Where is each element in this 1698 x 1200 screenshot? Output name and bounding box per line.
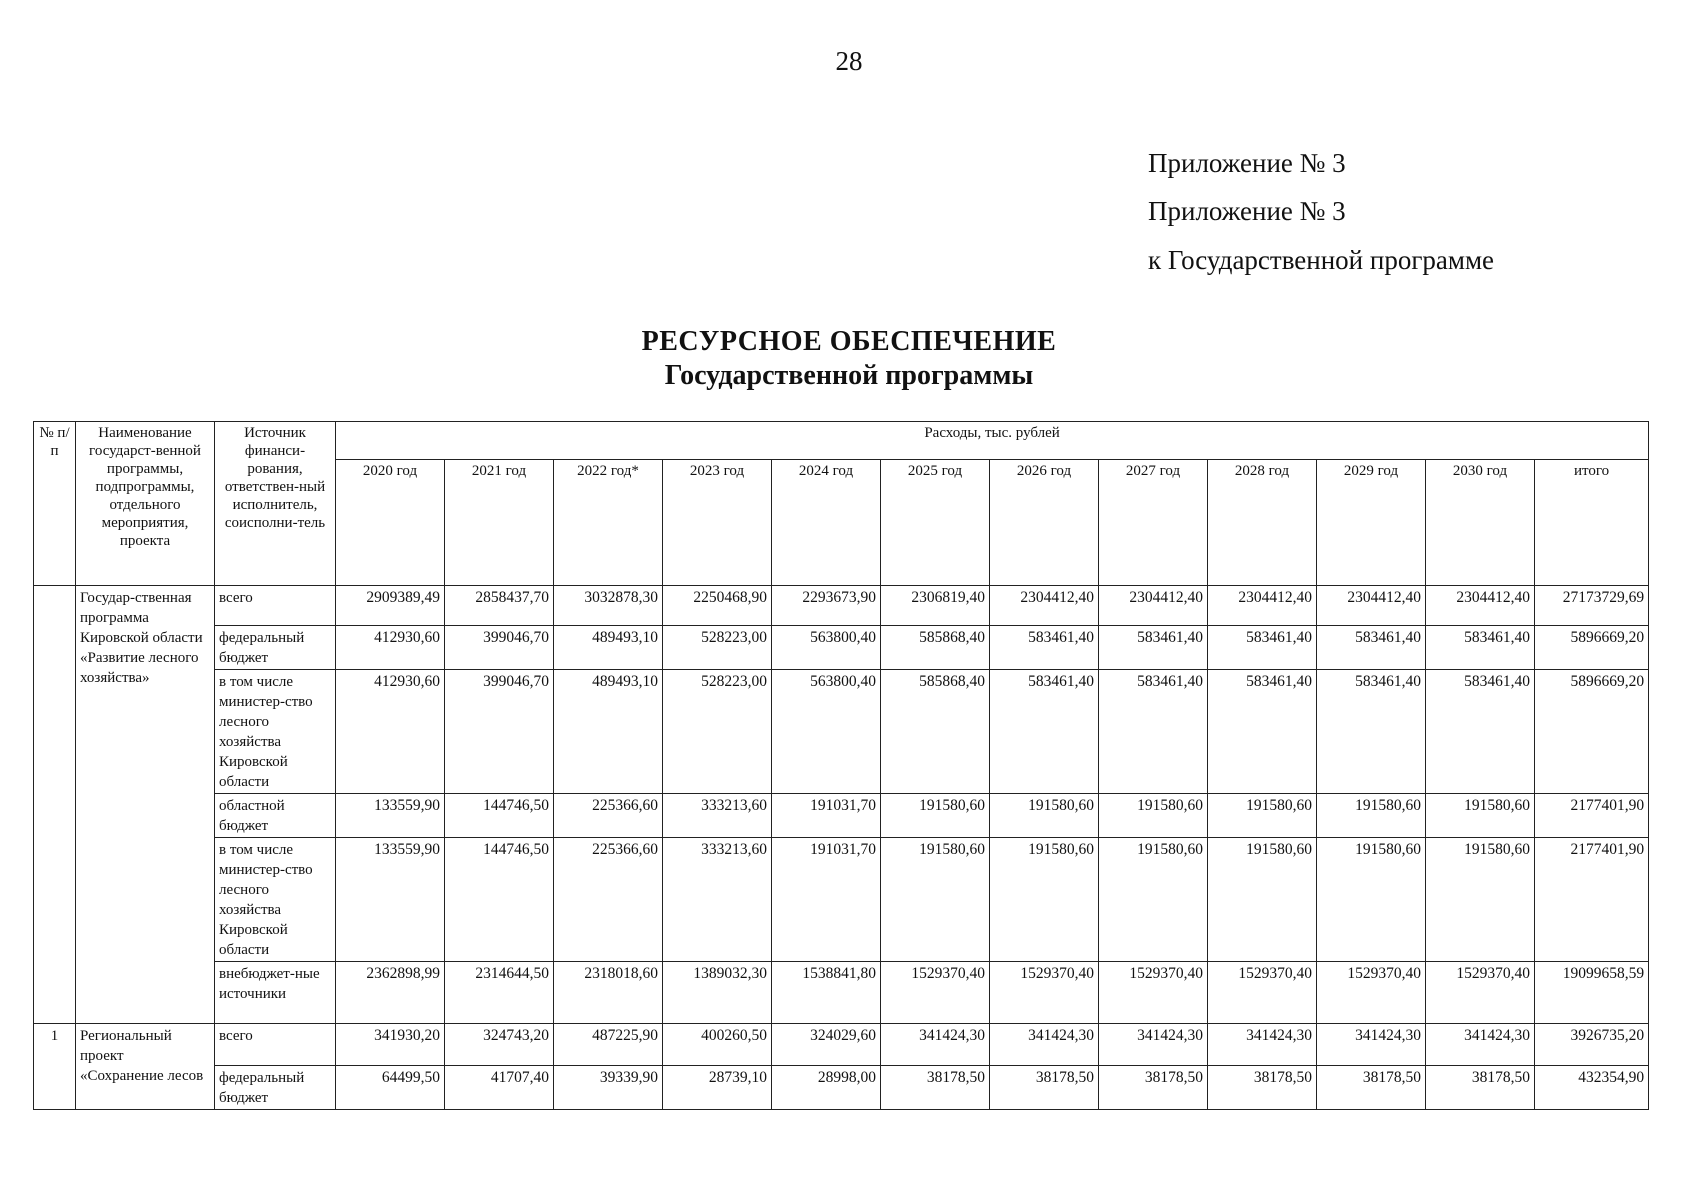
value-cell: 2304412,40 (1099, 586, 1208, 626)
value-cell: 1389032,30 (663, 962, 772, 1024)
header-year: 2030 год (1426, 460, 1535, 586)
value-cell: 191580,60 (1317, 838, 1426, 962)
value-cell: 1529370,40 (1208, 962, 1317, 1024)
value-cell: 2304412,40 (1208, 586, 1317, 626)
value-cell: 2177401,90 (1535, 794, 1649, 838)
value-cell: 583461,40 (990, 670, 1099, 794)
value-cell: 133559,90 (336, 838, 445, 962)
value-cell: 38178,50 (990, 1066, 1099, 1110)
value-cell: 341424,30 (990, 1024, 1099, 1066)
value-cell: 528223,00 (663, 670, 772, 794)
value-cell: 64499,50 (336, 1066, 445, 1110)
value-cell: 2318018,60 (554, 962, 663, 1024)
value-cell: 583461,40 (1317, 626, 1426, 670)
value-cell: 3032878,30 (554, 586, 663, 626)
value-cell: 2909389,49 (336, 586, 445, 626)
table-row (34, 586, 1649, 626)
value-cell: 583461,40 (1426, 626, 1535, 670)
value-cell: 191580,60 (1099, 794, 1208, 838)
value-cell: 2306819,40 (881, 586, 990, 626)
value-cell: 2858437,70 (445, 586, 554, 626)
value-cell: 1529370,40 (1099, 962, 1208, 1024)
value-cell: 412930,60 (336, 626, 445, 670)
header-name: Наименование государст-венной программы, подпрограммы, отдельного мероприятия, проекта (76, 422, 215, 586)
header-year: 2023 год (663, 460, 772, 586)
value-cell: 144746,50 (445, 838, 554, 962)
value-cell: 1529370,40 (1426, 962, 1535, 1024)
table-row (34, 794, 1649, 838)
value-cell: 191580,60 (881, 838, 990, 962)
value-cell: 583461,40 (990, 626, 1099, 670)
funding-source-cell: областной бюджет (215, 794, 336, 838)
table-row (34, 838, 1649, 962)
value-cell: 333213,60 (663, 838, 772, 962)
table-row (34, 962, 1649, 1024)
value-cell: 191580,60 (1426, 838, 1535, 962)
header-source: Источник финанси-рования, ответствен-ный исполнитель, соисполни-тель (215, 422, 336, 586)
funding-source-cell: внебюджет-ные источники (215, 962, 336, 1024)
value-cell: 5896669,20 (1535, 670, 1649, 794)
value-cell: 324029,60 (772, 1024, 881, 1066)
value-cell: 489493,10 (554, 670, 663, 794)
value-cell: 27173729,69 (1535, 586, 1649, 626)
value-cell: 341424,30 (881, 1024, 990, 1066)
value-cell: 585868,40 (881, 626, 990, 670)
funding-source-cell: всего (215, 586, 336, 626)
row-number-cell: 1 (34, 1024, 76, 1110)
header-year: 2028 год (1208, 460, 1317, 586)
value-cell: 563800,40 (772, 670, 881, 794)
value-cell: 583461,40 (1317, 670, 1426, 794)
value-cell: 191031,70 (772, 794, 881, 838)
value-cell: 1529370,40 (881, 962, 990, 1024)
program-name-cell: Региональный проект «Сохранение лесов (76, 1024, 215, 1110)
header-year: 2020 год (336, 460, 445, 586)
header-year: 2026 год (990, 460, 1099, 586)
value-cell: 341424,30 (1317, 1024, 1426, 1066)
value-cell: 583461,40 (1426, 670, 1535, 794)
value-cell: 1529370,40 (1317, 962, 1426, 1024)
value-cell: 2304412,40 (990, 586, 1099, 626)
value-cell: 528223,00 (663, 626, 772, 670)
value-cell: 412930,60 (336, 670, 445, 794)
appendix-line-1: Приложение № 3 (1148, 148, 1346, 178)
value-cell: 2362898,99 (336, 962, 445, 1024)
program-name-cell: Государ-ственная программа Кировской области «Развитие лесного хозяйства» (76, 586, 215, 1024)
resource-table (33, 421, 1649, 1110)
funding-source-cell: всего (215, 1024, 336, 1066)
value-cell: 333213,60 (663, 794, 772, 838)
value-cell: 324743,20 (445, 1024, 554, 1066)
header-year: 2021 год (445, 460, 554, 586)
table-row (34, 1024, 1649, 1066)
value-cell: 38178,50 (1317, 1066, 1426, 1110)
header-expenses: Расходы, тыс. рублей (336, 422, 1649, 460)
table-row (34, 626, 1649, 670)
document-title: РЕСУРСНОЕ ОБЕСПЕЧЕНИЕ (641, 326, 1057, 357)
value-cell: 41707,40 (445, 1066, 554, 1110)
value-cell: 341424,30 (1099, 1024, 1208, 1066)
header-year: 2027 год (1099, 460, 1208, 586)
funding-source-cell: федеральный бюджет (215, 626, 336, 670)
value-cell: 399046,70 (445, 626, 554, 670)
value-cell: 432354,90 (1535, 1066, 1649, 1110)
value-cell: 583461,40 (1208, 626, 1317, 670)
value-cell: 191580,60 (990, 794, 1099, 838)
header-no: № п/п (34, 422, 76, 586)
value-cell: 191580,60 (1208, 794, 1317, 838)
value-cell: 191580,60 (1208, 838, 1317, 962)
value-cell: 2304412,40 (1317, 586, 1426, 626)
value-cell: 2314644,50 (445, 962, 554, 1024)
header-year: 2025 год (881, 460, 990, 586)
value-cell: 585868,40 (881, 670, 990, 794)
value-cell: 399046,70 (445, 670, 554, 794)
appendix-line-2: Приложение № 3 (1148, 196, 1346, 226)
value-cell: 38178,50 (1208, 1066, 1317, 1110)
table-body (34, 586, 1649, 1110)
value-cell: 28739,10 (663, 1066, 772, 1110)
value-cell: 191580,60 (881, 794, 990, 838)
header-year: 2022 год* (554, 460, 663, 586)
value-cell: 583461,40 (1099, 670, 1208, 794)
header-year: 2029 год (1317, 460, 1426, 586)
value-cell: 144746,50 (445, 794, 554, 838)
value-cell: 1529370,40 (990, 962, 1099, 1024)
value-cell: 39339,90 (554, 1066, 663, 1110)
value-cell: 191580,60 (990, 838, 1099, 962)
value-cell: 583461,40 (1208, 670, 1317, 794)
funding-source-cell: в том числе министер-ство лесного хозяйства Кировской области (215, 670, 336, 794)
value-cell: 225366,60 (554, 794, 663, 838)
value-cell: 133559,90 (336, 794, 445, 838)
value-cell: 2250468,90 (663, 586, 772, 626)
row-number-cell (34, 586, 76, 1024)
value-cell: 489493,10 (554, 626, 663, 670)
header-row-1 (34, 422, 1649, 460)
header-year: 2024 год (772, 460, 881, 586)
page-number: 28 (835, 46, 863, 76)
value-cell: 341424,30 (1208, 1024, 1317, 1066)
value-cell: 563800,40 (772, 626, 881, 670)
value-cell: 2177401,90 (1535, 838, 1649, 962)
value-cell: 38178,50 (1426, 1066, 1535, 1110)
table-row (34, 670, 1649, 794)
value-cell: 28998,00 (772, 1066, 881, 1110)
appendix-line-3: к Государственной программе (1148, 245, 1495, 275)
value-cell: 2304412,40 (1426, 586, 1535, 626)
funding-source-cell: федеральный бюджет (215, 1066, 336, 1110)
value-cell: 191580,60 (1099, 838, 1208, 962)
document-subtitle: Государственной программы (664, 360, 1034, 391)
value-cell: 487225,90 (554, 1024, 663, 1066)
value-cell: 191031,70 (772, 838, 881, 962)
header-year: итого (1535, 460, 1649, 586)
value-cell: 1538841,80 (772, 962, 881, 1024)
value-cell: 3926735,20 (1535, 1024, 1649, 1066)
value-cell: 191580,60 (1426, 794, 1535, 838)
value-cell: 400260,50 (663, 1024, 772, 1066)
funding-source-cell: в том числе министер-ство лесного хозяйства Кировской области (215, 838, 336, 962)
value-cell: 19099658,59 (1535, 962, 1649, 1024)
value-cell: 583461,40 (1099, 626, 1208, 670)
value-cell: 225366,60 (554, 838, 663, 962)
value-cell: 341424,30 (1426, 1024, 1535, 1066)
value-cell: 38178,50 (1099, 1066, 1208, 1110)
value-cell: 341930,20 (336, 1024, 445, 1066)
value-cell: 5896669,20 (1535, 626, 1649, 670)
value-cell: 191580,60 (1317, 794, 1426, 838)
value-cell: 38178,50 (881, 1066, 990, 1110)
table-row (34, 1066, 1649, 1110)
value-cell: 2293673,90 (772, 586, 881, 626)
